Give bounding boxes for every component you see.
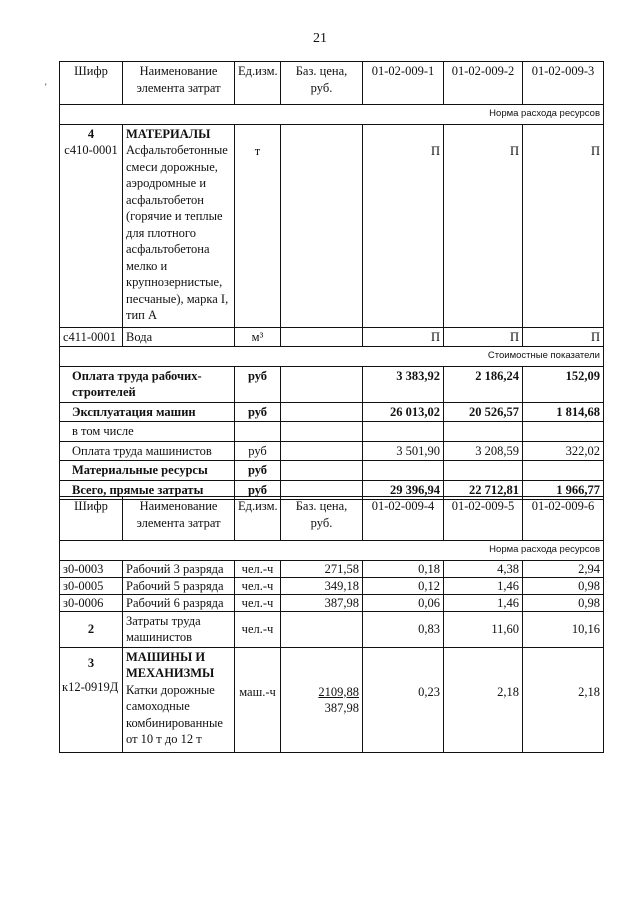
header-name: Наименование элемента затрат <box>123 497 235 541</box>
material-code: с410-0001 <box>64 143 118 157</box>
table-header-row <box>60 497 604 541</box>
cost-label: Стоимостные показатели <box>60 347 604 367</box>
machine-unit: маш.-ч <box>235 647 281 752</box>
machinist-v2: 11,60 <box>444 611 523 647</box>
cost-name: Всего, прямые затраты <box>60 480 235 500</box>
worker-name: Рабочий 6 разряда <box>123 594 235 611</box>
worker-v2: 1,46 <box>444 594 523 611</box>
worker-code: з0-0006 <box>60 594 123 611</box>
worker-row <box>60 577 604 594</box>
cost-unit: руб <box>235 480 281 500</box>
resource-table-1 <box>59 61 604 500</box>
norm-label: Норма расхода ресурсов <box>60 541 604 561</box>
worker-row <box>60 560 604 577</box>
section-title: МАТЕРИАЛЫ <box>126 126 211 141</box>
header-unit: Ед.изм. <box>235 497 281 541</box>
worker-unit: чел.-ч <box>235 594 281 611</box>
material-code: с411-0001 <box>60 327 123 347</box>
table-header-row <box>60 62 604 105</box>
cost-unit: руб <box>235 402 281 422</box>
cost-v2: 2 186,24 <box>444 366 523 402</box>
worker-price: 271,58 <box>281 560 363 577</box>
section-cell <box>123 124 235 327</box>
table-row <box>60 327 604 347</box>
cost-row <box>60 441 604 461</box>
machines-title: МАШИНЫ И МЕХАНИЗМЫ <box>126 649 215 680</box>
worker-v1: 0,06 <box>363 594 444 611</box>
cost-row <box>60 402 604 422</box>
machinist-v1: 0,83 <box>363 611 444 647</box>
machinist-unit: чел.-ч <box>235 611 281 647</box>
worker-unit: чел.-ч <box>235 577 281 594</box>
machine-name-cell <box>123 647 235 752</box>
worker-name: Рабочий 3 разряда <box>123 560 235 577</box>
material-name: Асфальтобетонные смеси дорожные, аэродромные и асфальтобетон (горячие и теплые для плотного асфальтобетона мелко и крупнозернистые, песчаные), марка I, тип А <box>126 143 229 322</box>
machine-v2: 2,18 <box>444 647 523 752</box>
cost-v3 <box>523 422 604 442</box>
page-number: 21 <box>313 31 327 46</box>
header-unit: Ед.изм. <box>235 62 281 105</box>
cost-v3: 1 814,68 <box>523 402 604 422</box>
cost-v3: 152,09 <box>523 366 604 402</box>
norm-label: Норма расхода ресурсов <box>60 105 604 125</box>
machine-code-cell <box>60 647 123 752</box>
cost-label-row <box>60 347 604 367</box>
norm-label-row <box>60 541 604 561</box>
machine-price-cell <box>281 647 363 752</box>
cost-price <box>281 461 363 481</box>
material-v2: П <box>444 327 523 347</box>
cost-v3: 1 966,77 <box>523 480 604 500</box>
cost-name: Оплата труда машинистов <box>60 441 235 461</box>
cost-v1 <box>363 422 444 442</box>
cost-unit <box>235 422 281 442</box>
margin-mark: ' <box>45 82 47 92</box>
cost-unit: руб <box>235 461 281 481</box>
worker-v3: 0,98 <box>523 594 604 611</box>
material-v1: П <box>363 124 444 327</box>
machinist-v3: 10,16 <box>523 611 604 647</box>
machine-name: Катки дорожные самоходные комбинированные от 10 т до 12 т <box>126 682 223 746</box>
cost-v3 <box>523 461 604 481</box>
cost-row <box>60 422 604 442</box>
norm-label-row <box>60 105 604 125</box>
section-code <box>60 124 123 327</box>
worker-row <box>60 594 604 611</box>
worker-unit: чел.-ч <box>235 560 281 577</box>
cost-price <box>281 422 363 442</box>
header-price: Баз. цена, руб. <box>281 62 363 105</box>
table-row <box>60 124 604 327</box>
section-number: 4 <box>87 126 95 141</box>
header-code: Шифр <box>60 497 123 541</box>
material-unit: т <box>235 124 281 327</box>
machinist-code: 2 <box>60 611 123 647</box>
worker-v3: 0,98 <box>523 577 604 594</box>
machine-v3: 2,18 <box>523 647 604 752</box>
machine-row <box>60 647 604 752</box>
cost-v1: 3 383,92 <box>363 366 444 402</box>
header-code: Шифр <box>60 62 123 105</box>
machines-number: 3 <box>87 655 95 670</box>
machine-code: к12-0919Д <box>62 680 119 694</box>
cost-v2: 22 712,81 <box>444 480 523 500</box>
worker-name: Рабочий 5 разряда <box>123 577 235 594</box>
material-v2: П <box>444 124 523 327</box>
cost-v1: 3 501,90 <box>363 441 444 461</box>
material-name: Вода <box>123 327 235 347</box>
material-price <box>281 327 363 347</box>
cost-v2: 3 208,59 <box>444 441 523 461</box>
machine-price-top: 2109,88 <box>318 684 359 699</box>
material-price <box>281 124 363 327</box>
cost-price <box>281 402 363 422</box>
machinist-name: Затраты труда машинистов <box>123 611 235 647</box>
cost-unit: руб <box>235 441 281 461</box>
header-col-1: 01-02-009-1 <box>363 62 444 105</box>
worker-v1: 0,18 <box>363 560 444 577</box>
material-v3: П <box>523 327 604 347</box>
cost-price <box>281 441 363 461</box>
worker-v2: 4,38 <box>444 560 523 577</box>
cost-price <box>281 366 363 402</box>
header-price: Баз. цена, руб. <box>281 497 363 541</box>
cost-row <box>60 461 604 481</box>
header-col-3: 01-02-009-6 <box>523 497 604 541</box>
cost-name: Материальные ресурсы <box>60 461 235 481</box>
material-unit: м³ <box>235 327 281 347</box>
cost-v1: 26 013,02 <box>363 402 444 422</box>
cost-v2 <box>444 461 523 481</box>
cost-v2: 20 526,57 <box>444 402 523 422</box>
header-col-1: 01-02-009-4 <box>363 497 444 541</box>
machine-price-bottom: 387,98 <box>324 701 359 715</box>
worker-price: 349,18 <box>281 577 363 594</box>
cost-v2 <box>444 422 523 442</box>
cost-name: Оплата труда рабочих-строителей <box>60 366 235 402</box>
cost-name: Эксплуатация машин <box>60 402 235 422</box>
cost-v1: 29 396,94 <box>363 480 444 500</box>
header-name: Наименование элемента затрат <box>123 62 235 105</box>
cost-v3: 322,02 <box>523 441 604 461</box>
material-v3: П <box>523 124 604 327</box>
machine-v1: 0,23 <box>363 647 444 752</box>
resource-table-2 <box>59 496 604 753</box>
header-col-2: 01-02-009-2 <box>444 62 523 105</box>
header-col-3: 01-02-009-3 <box>523 62 604 105</box>
header-col-2: 01-02-009-5 <box>444 497 523 541</box>
worker-code: з0-0005 <box>60 577 123 594</box>
cost-name: в том числе <box>60 422 235 442</box>
cost-row <box>60 366 604 402</box>
material-v1: П <box>363 327 444 347</box>
machinist-row <box>60 611 604 647</box>
worker-code: з0-0003 <box>60 560 123 577</box>
worker-v3: 2,94 <box>523 560 604 577</box>
worker-v1: 0,12 <box>363 577 444 594</box>
worker-v2: 1,46 <box>444 577 523 594</box>
worker-price: 387,98 <box>281 594 363 611</box>
cost-v1 <box>363 461 444 481</box>
cost-unit: руб <box>235 366 281 402</box>
machinist-price <box>281 611 363 647</box>
